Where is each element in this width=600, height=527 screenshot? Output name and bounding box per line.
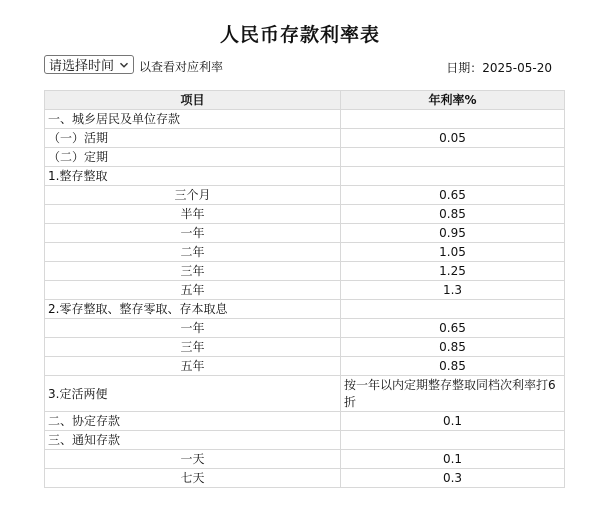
- row-item: 1.整存整取: [45, 167, 341, 186]
- row-rate: [341, 148, 565, 167]
- row-item: （二）定期: [45, 148, 341, 167]
- table-row: [45, 262, 565, 281]
- row-item: 五年: [45, 357, 341, 376]
- table-row: [45, 412, 565, 431]
- date-label: 日期：: [446, 61, 483, 75]
- row-item: 3.定活两便: [45, 376, 341, 412]
- row-rate: [341, 300, 565, 319]
- row-item: 七天: [45, 469, 341, 488]
- header-item: 项目: [45, 91, 341, 110]
- row-rate: 按一年以内定期整存整取同档次利率打6折: [341, 376, 565, 412]
- row-item: 一天: [45, 450, 341, 469]
- table-row: [45, 469, 565, 488]
- row-item: 三个月: [45, 186, 341, 205]
- row-rate: 0.95: [341, 224, 565, 243]
- time-select-value: 请选择时间: [49, 59, 115, 74]
- row-item: 一年: [45, 224, 341, 243]
- table-row: [45, 281, 565, 300]
- select-hint: 以查看对应利率: [139, 60, 224, 74]
- date-value: 2025-05-20: [482, 61, 552, 75]
- row-rate: 1.05: [341, 243, 565, 262]
- row-item: 三年: [45, 338, 341, 357]
- table-row: [45, 300, 565, 319]
- row-rate: 0.85: [341, 205, 565, 224]
- table-row: [45, 357, 565, 376]
- row-rate: 0.1: [341, 450, 565, 469]
- rate-table: [44, 90, 565, 488]
- row-rate: 0.85: [341, 357, 565, 376]
- row-item: 二年: [45, 243, 341, 262]
- page-title: 人民币存款利率表: [219, 24, 380, 46]
- date-display: [446, 59, 552, 76]
- row-rate: 1.3: [341, 281, 565, 300]
- row-item: 一、城乡居民及单位存款: [45, 110, 341, 129]
- row-item: 2.零存整取、整存零取、存本取息: [45, 300, 341, 319]
- row-rate: 0.65: [341, 186, 565, 205]
- row-item: 五年: [45, 281, 341, 300]
- row-item: 三年: [45, 262, 341, 281]
- row-item: 一年: [45, 319, 341, 338]
- row-rate: 0.85: [341, 338, 565, 357]
- table-row: [45, 148, 565, 167]
- table-row: [45, 376, 565, 412]
- header-rate: 年利率%: [341, 91, 565, 110]
- row-rate: 0.1: [341, 412, 565, 431]
- row-item: （一）活期: [45, 129, 341, 148]
- table-body: [45, 110, 565, 488]
- table-row: [45, 167, 565, 186]
- row-rate: 0.65: [341, 319, 565, 338]
- table-row: [45, 129, 565, 148]
- row-rate: [341, 167, 565, 186]
- chevron-down-icon: [119, 60, 129, 70]
- row-item: 半年: [45, 205, 341, 224]
- table-row: [45, 338, 565, 357]
- table-row: [45, 450, 565, 469]
- row-rate: [341, 431, 565, 450]
- table-row: [45, 110, 565, 129]
- controls-bar: [44, 55, 552, 77]
- row-rate: 0.3: [341, 469, 565, 488]
- row-rate: 0.05: [341, 129, 565, 148]
- row-rate: 1.25: [341, 262, 565, 281]
- table-row: [45, 431, 565, 450]
- row-rate: [341, 110, 565, 129]
- time-select[interactable]: [44, 55, 134, 74]
- table-row: [45, 319, 565, 338]
- table-row: [45, 205, 565, 224]
- table-row: [45, 224, 565, 243]
- row-item: 三、通知存款: [45, 431, 341, 450]
- table-header-row: [45, 91, 565, 110]
- table-row: [45, 186, 565, 205]
- table-row: [45, 243, 565, 262]
- row-item: 二、协定存款: [45, 412, 341, 431]
